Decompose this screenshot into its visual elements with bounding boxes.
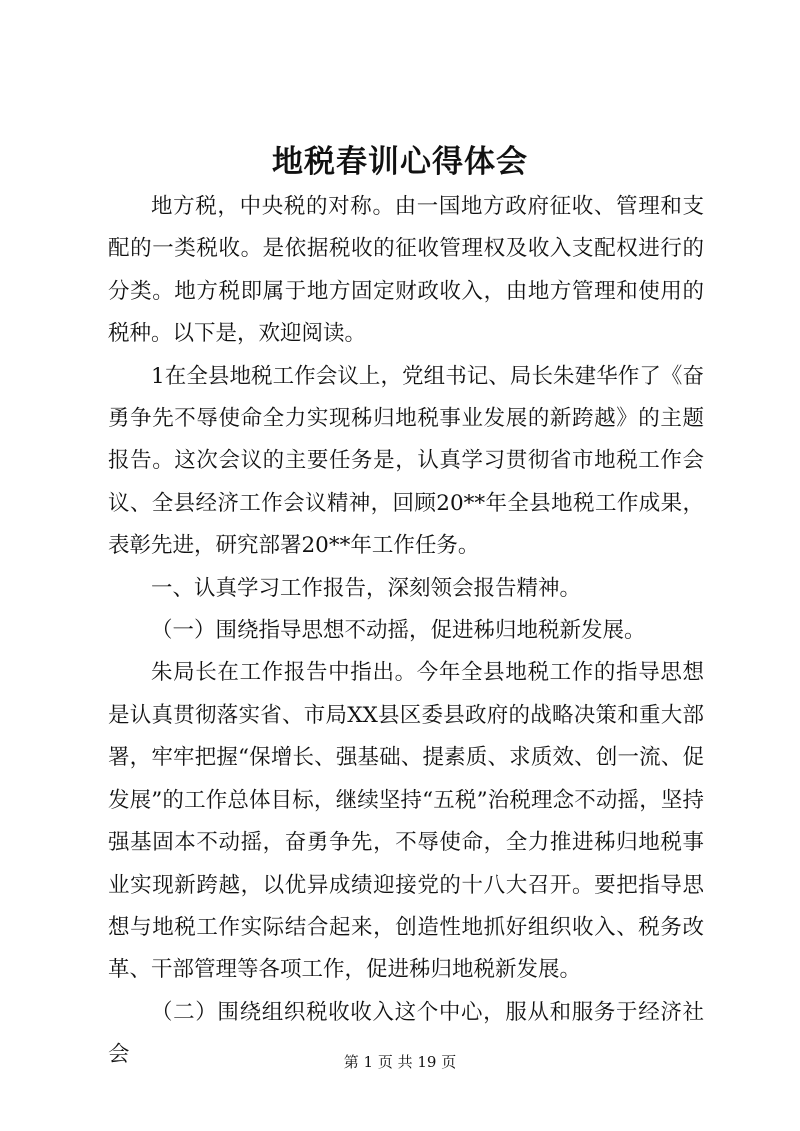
heading-section-1: 一、认真学习工作报告，深刻领会报告精神。 <box>151 575 582 601</box>
heading-subsection-1: （一）围绕指导思想不动摇，促进秭归地税新发展。 <box>151 618 646 644</box>
document-body <box>108 186 704 1077</box>
paragraph-intro: 地方税，中央税的对称。由一国地方政府征收、管理和支配的一类税收。是依据税收的征收管理权及收入支配权进行的分类。地方税即属于地方固定财政收入，由地方管理和使用的税种。以下是，欢迎阅读。 <box>108 194 704 347</box>
paragraph-guiding-thought: 朱局长在工作报告中指出。今年全县地税工作的指导思想是认真贯彻落实省、市局XX县区委县政府的战略决策和重大部署，牢牢把握“保增长、强基础、提素质、求质效、创一流、促发展”的工作总体目标，继续坚持“五税”治税理念不动摇，坚持强基固本不动摇，奋勇争先，不辱使命，全力推进秭归地税事业实现新跨越，以优异成绩迎接党的十八大召开。要把指导思想与地税工作实际结合起来，创造性地抓好组织收入、税务改革、干部管理等各项工作，促进秭归地税新发展。 <box>108 660 704 983</box>
heading-subsection-2: （二）围绕组织税收收入这个中心，服从和服务于经济社会 <box>108 999 704 1068</box>
paragraph-meeting: 1在全县地税工作会议上，党组书记、局长朱建华作了《奋勇争先不辱使命全力实现秭归地税事业发展的新跨越》的主题报告。这次会议的主要任务是，认真学习贯彻省市地税工作会议、全县经济工作会议精神，回顾20**年全县地税工作成果，表彰先进，研究部署20**年工作任务。 <box>108 363 704 559</box>
document-title: 地税春训心得体会 <box>272 144 528 180</box>
page-number-footer: 第 1 页 共 19 页 <box>343 1053 457 1071</box>
